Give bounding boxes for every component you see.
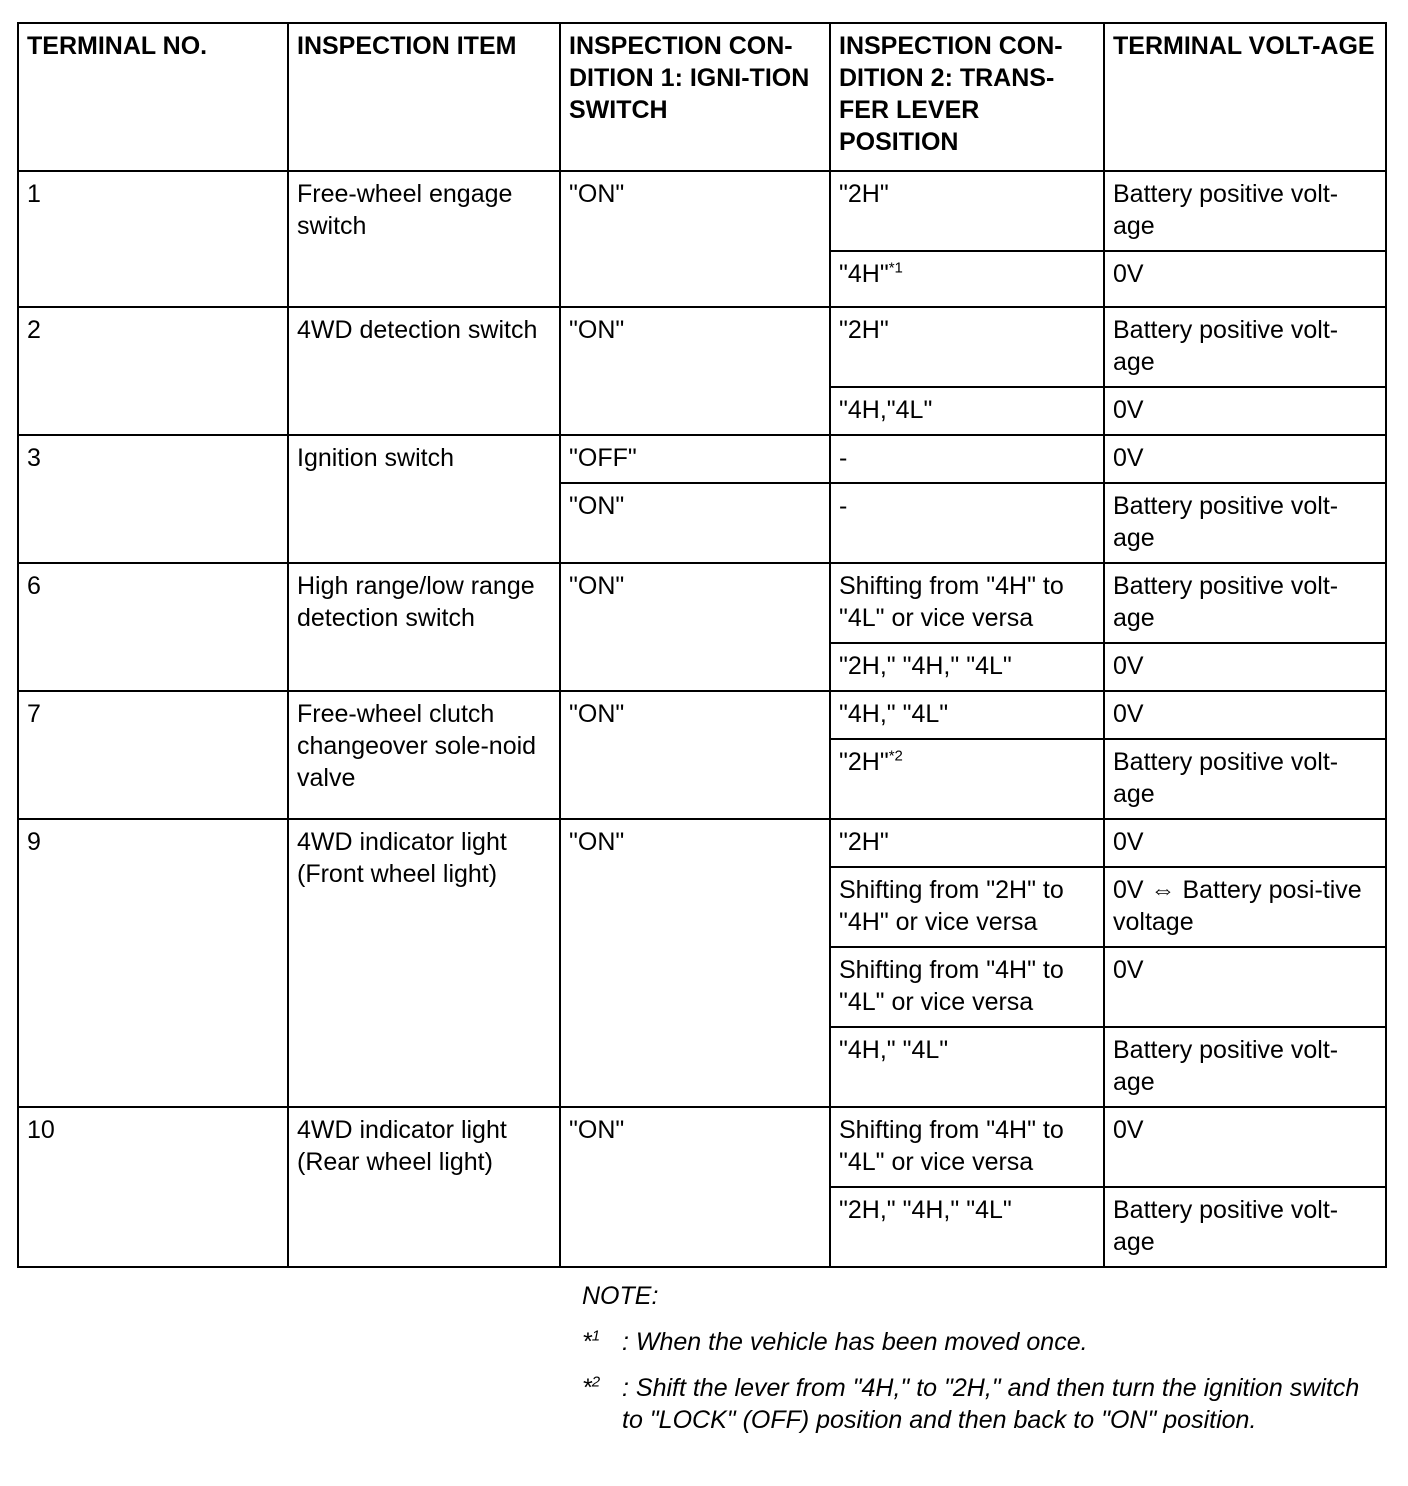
ignition-cell: "ON" bbox=[560, 1107, 830, 1267]
lever-text: "2H" bbox=[839, 748, 889, 776]
inspection-item-cell: Free-wheel clutch changeover sole-noid valve bbox=[288, 691, 560, 819]
table-row bbox=[18, 435, 1386, 483]
lever-cell bbox=[830, 739, 1104, 819]
ignition-cell: "ON" bbox=[560, 483, 830, 563]
footnote-number: 2 bbox=[591, 1373, 601, 1391]
terminal-no-cell: 7 bbox=[18, 691, 288, 819]
ignition-cell: "ON" bbox=[560, 307, 830, 435]
voltage-cell: 0V bbox=[1104, 643, 1386, 691]
voltage-cell: Battery positive volt-age bbox=[1104, 171, 1386, 251]
footnote-marker bbox=[582, 1326, 622, 1358]
footnote-star: * bbox=[582, 1328, 592, 1356]
footnote-number: 1 bbox=[591, 1327, 601, 1345]
voltage-cell: 0V bbox=[1104, 435, 1386, 483]
note-text: : Shift the lever from "4H," to "2H," and then turn the ignition switch to "LOCK" (OFF) position and then back to "ON" position. bbox=[622, 1374, 1360, 1434]
voltage-cell: 0V bbox=[1104, 251, 1386, 307]
ignition-cell: "ON" bbox=[560, 171, 830, 307]
header-condition-1: INSPECTION CON-DITION 1: IGNI-TION SWITCH bbox=[560, 23, 830, 171]
voltage-cell: 0V bbox=[1104, 691, 1386, 739]
table-row bbox=[18, 1107, 1386, 1187]
lever-cell: "2H" bbox=[830, 171, 1104, 251]
table-row bbox=[18, 563, 1386, 643]
terminal-no-cell: 3 bbox=[18, 435, 288, 563]
voltage-cell: 0V bbox=[1104, 387, 1386, 435]
voltage-cell: 0V bbox=[1104, 1107, 1386, 1187]
voltage-cell: 0V ⇔ Battery posi-tive voltage bbox=[1104, 867, 1386, 947]
lever-cell: Shifting from "2H" to "4H" or vice versa bbox=[830, 867, 1104, 947]
lever-cell: "2H," "4H," "4L" bbox=[830, 1187, 1104, 1267]
lever-cell: "4H," "4L" bbox=[830, 1027, 1104, 1107]
terminal-no-cell: 1 bbox=[18, 171, 288, 307]
note-item-2 bbox=[582, 1372, 1372, 1436]
voltage-cell: Battery positive volt-age bbox=[1104, 563, 1386, 643]
voltage-cell: Battery positive volt-age bbox=[1104, 307, 1386, 387]
voltage-cell: Battery positive volt-age bbox=[1104, 739, 1386, 819]
ignition-cell: "ON" bbox=[560, 819, 830, 1107]
footnote-marker bbox=[582, 1372, 622, 1404]
lever-cell: "2H," "4H," "4L" bbox=[830, 643, 1104, 691]
header-terminal-voltage: TERMINAL VOLT-AGE bbox=[1104, 23, 1386, 171]
header-inspection-item: INSPECTION ITEM bbox=[288, 23, 560, 171]
terminal-no-cell: 2 bbox=[18, 307, 288, 435]
voltage-cell: 0V bbox=[1104, 947, 1386, 1027]
lever-cell: Shifting from "4H" to "4L" or vice versa bbox=[830, 947, 1104, 1027]
header-row bbox=[18, 23, 1386, 171]
inspection-item-cell: Ignition switch bbox=[288, 435, 560, 563]
inspection-item-cell: 4WD indicator light (Front wheel light) bbox=[288, 819, 560, 1107]
terminal-no-cell: 6 bbox=[18, 563, 288, 691]
lever-cell: - bbox=[830, 483, 1104, 563]
lever-cell: Shifting from "4H" to "4L" or vice versa bbox=[830, 1107, 1104, 1187]
note-text: : When the vehicle has been moved once. bbox=[622, 1328, 1088, 1356]
note-item-1 bbox=[582, 1326, 1372, 1358]
ignition-cell: "ON" bbox=[560, 691, 830, 819]
lever-cell: "2H" bbox=[830, 307, 1104, 387]
table-row bbox=[18, 691, 1386, 739]
ignition-cell: "ON" bbox=[560, 563, 830, 691]
voltage-cell: 0V bbox=[1104, 819, 1386, 867]
footnote-mark: *2 bbox=[888, 747, 903, 765]
voltage-cell: Battery positive volt-age bbox=[1104, 1027, 1386, 1107]
terminal-no-cell: 10 bbox=[18, 1107, 288, 1267]
footnote-star: * bbox=[582, 1374, 592, 1402]
lever-cell: Shifting from "4H" to "4L" or vice versa bbox=[830, 563, 1104, 643]
lever-cell: "4H,"4L" bbox=[830, 387, 1104, 435]
table-row bbox=[18, 307, 1386, 387]
inspection-item-cell: Free-wheel engage switch bbox=[288, 171, 560, 307]
note-title: NOTE: bbox=[582, 1282, 659, 1310]
voltage-cell: Battery positive volt-age bbox=[1104, 1187, 1386, 1267]
lever-cell: - bbox=[830, 435, 1104, 483]
table-row bbox=[18, 171, 1386, 251]
header-terminal-no: TERMINAL NO. bbox=[18, 23, 288, 171]
footnote-mark: *1 bbox=[888, 259, 903, 277]
lever-cell: "2H" bbox=[830, 819, 1104, 867]
inspection-item-cell: 4WD indicator light (Rear wheel light) bbox=[288, 1107, 560, 1267]
header-condition-2: INSPECTION CON-DITION 2: TRANS-FER LEVER POSITION bbox=[830, 23, 1104, 171]
terminal-no-cell: 9 bbox=[18, 819, 288, 1107]
lever-text: "4H" bbox=[839, 260, 889, 288]
inspection-item-cell: High range/low range detection switch bbox=[288, 563, 560, 691]
inspection-item-cell: 4WD detection switch bbox=[288, 307, 560, 435]
voltage-cell: Battery positive volt-age bbox=[1104, 483, 1386, 563]
table-row bbox=[18, 819, 1386, 867]
lever-cell bbox=[830, 251, 1104, 307]
ignition-cell: "OFF" bbox=[560, 435, 830, 483]
terminal-voltage-table bbox=[17, 22, 1387, 1268]
lever-cell: "4H," "4L" bbox=[830, 691, 1104, 739]
note-section bbox=[582, 1280, 1372, 1450]
